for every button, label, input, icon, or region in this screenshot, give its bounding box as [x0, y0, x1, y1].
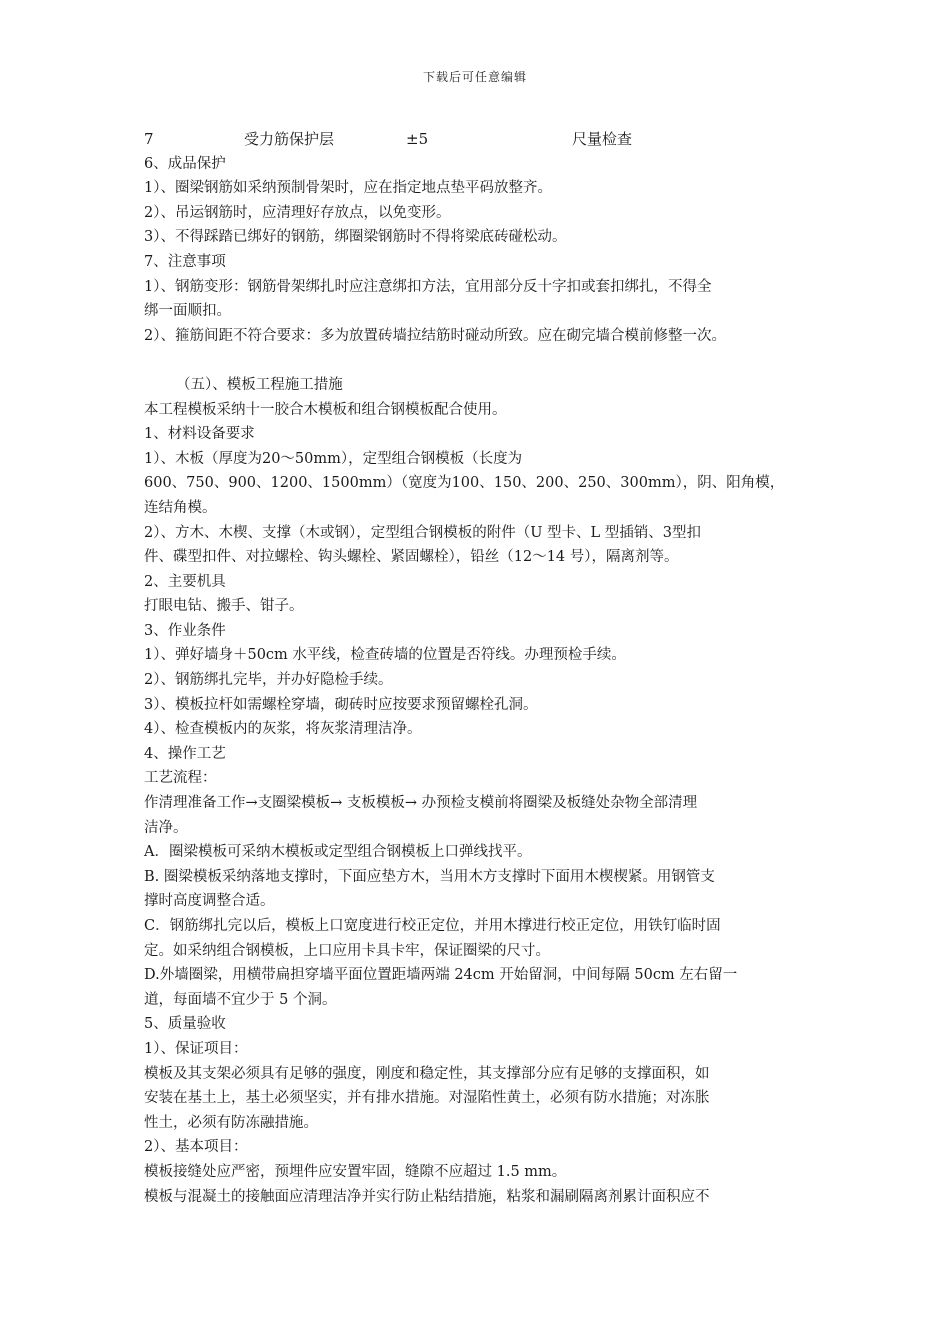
table-row	[144, 127, 824, 152]
document-body	[144, 127, 824, 1209]
text-line: 撑时高度调整合适。	[144, 893, 275, 910]
table-cell-item: 受力筋保护层	[244, 130, 335, 148]
text-block-b	[144, 398, 824, 1210]
text-line: 2）、基本项目：	[144, 1139, 248, 1156]
text-line: 安装在基土上，基土必须坚实，并有排水措施。对湿陷性黄土，必须有防水措施；对冻胀	[144, 1090, 710, 1107]
section-title: （五）、模板工程施工措施	[176, 376, 343, 393]
text-line: 性土，必须有防冻融措施。	[144, 1114, 318, 1131]
text-line: 1、材料设备要求	[144, 426, 255, 443]
text-line: A．圈梁模板可采纳木模板或定型组合钢模板上口弹线找平。	[144, 844, 532, 861]
text-line: 本工程模板采纳十一胶合木模板和组合钢模板配合使用。	[144, 401, 507, 418]
text-line: 5、质量验收	[144, 1016, 226, 1033]
text-line: 2）、钢筋绑扎完毕，并办好隐检手续。	[144, 672, 393, 689]
text-line: 2、主要机具	[144, 573, 226, 590]
text-line: 600、750、900、1200、1500mm）（宽度为100、150、200、250、300mm），阴、阳角模，	[144, 475, 785, 492]
text-line: C．钢筋绑扎完以后，模板上口宽度进行校正定位，并用木撑进行校正定位，用铁钉临时固	[144, 918, 721, 934]
text-line: 洁净。	[144, 819, 188, 836]
text-line: 件、碟型扣件、对拉螺栓、钩头螺栓、紧固螺栓），铅丝（12～14 号），隔离剂等。	[144, 549, 679, 566]
text-line: 2）、吊运钢筋时，应清理好存放点，以免变形。	[144, 204, 451, 221]
text-line: 模板及其支架必须具有足够的强度，刚度和稳定性，其支撑部分应有足够的支撑面积，如	[144, 1065, 710, 1082]
text-line: B. 圈梁模板采纳落地支撑时，下面应垫方木，当用木方支撑时下面用木楔楔紧。用钢管支	[144, 868, 715, 885]
text-line: 2）、方木、木楔、支撑（木或钢），定型组合钢模板的附件（U 型卡、L 型插销、3型扣	[144, 524, 702, 541]
text-line: 道，每面墙不宜少于 5 个洞。	[144, 991, 337, 1008]
text-line: D.外墙圈梁，用横带扁担穿墙平面位置距墙两端 24cm 开始留洞，中间每隔 50cm 左右留一	[144, 967, 738, 984]
text-line: 模板与混凝土的接触面应清理洁净并实行防止粘结措施，粘浆和漏刷隔离剂累计面积应不	[144, 1188, 710, 1205]
text-line: 6、成品保护	[144, 155, 226, 172]
text-line: 连结角模。	[144, 499, 217, 516]
table-cell-tolerance: ±5	[406, 130, 429, 148]
text-line: 1）、保证项目：	[144, 1040, 248, 1057]
text-line: 4）、检查模板内的灰浆，将灰浆清理洁净。	[144, 721, 422, 738]
text-line: 1）、弹好墙身＋50cm 水平线，检查砖墙的位置是否符线。办理预检手续。	[144, 647, 626, 664]
page-header: 下载后可任意编辑	[422, 70, 527, 84]
table-cell-index: 7	[144, 130, 154, 148]
text-line: 作清理准备工作→支圈梁模板→ 支板模板→ 办预检支模前将圈梁及板缝处杂物全部清理	[144, 795, 698, 812]
text-line: 3）、不得踩踏已绑好的钢筋，绑圈梁钢筋时不得将梁底砖碰松动。	[144, 229, 567, 246]
text-line: 1）、木板（厚度为20～50mm），定型组合钢模板（长度为	[144, 450, 523, 467]
text-line: 模板接缝处应严密，预埋件应安置牢固，缝隙不应超过 1.5 mm。	[144, 1163, 567, 1180]
table-cell-method: 尺量检查	[572, 130, 633, 148]
text-line: 工艺流程：	[144, 770, 217, 787]
text-line: 7、注意事项	[144, 253, 226, 270]
text-line: 3）、模板拉杆如需螺栓穿墙，砌砖时应按要求预留螺栓孔洞。	[144, 696, 538, 713]
text-line: 2）、箍筋间距不符合要求：多为放置砖墙拉结筋时碰动所致。应在砌完墙合模前修整一次。	[144, 327, 726, 344]
text-line: 定。如采纳组合钢模板，上口应用卡具卡牢，保证圈梁的尺寸。	[144, 942, 550, 959]
text-line: 4、操作工艺	[144, 745, 226, 762]
text-line: 3、作业条件	[144, 622, 226, 639]
text-line: 1）、钢筋变形：钢筋骨架绑扎时应注意绑扣方法，宜用部分反十字扣或套扣绑扎，不得全	[144, 278, 712, 295]
text-block-a	[144, 152, 824, 349]
spacer	[144, 348, 824, 373]
text-line: 打眼电钻、搬手、钳子。	[144, 598, 304, 615]
text-line: 1）、圈梁钢筋如采纳预制骨架时，应在指定地点垫平码放整齐。	[144, 180, 552, 197]
text-line: 绑一面顺扣。	[144, 303, 231, 320]
